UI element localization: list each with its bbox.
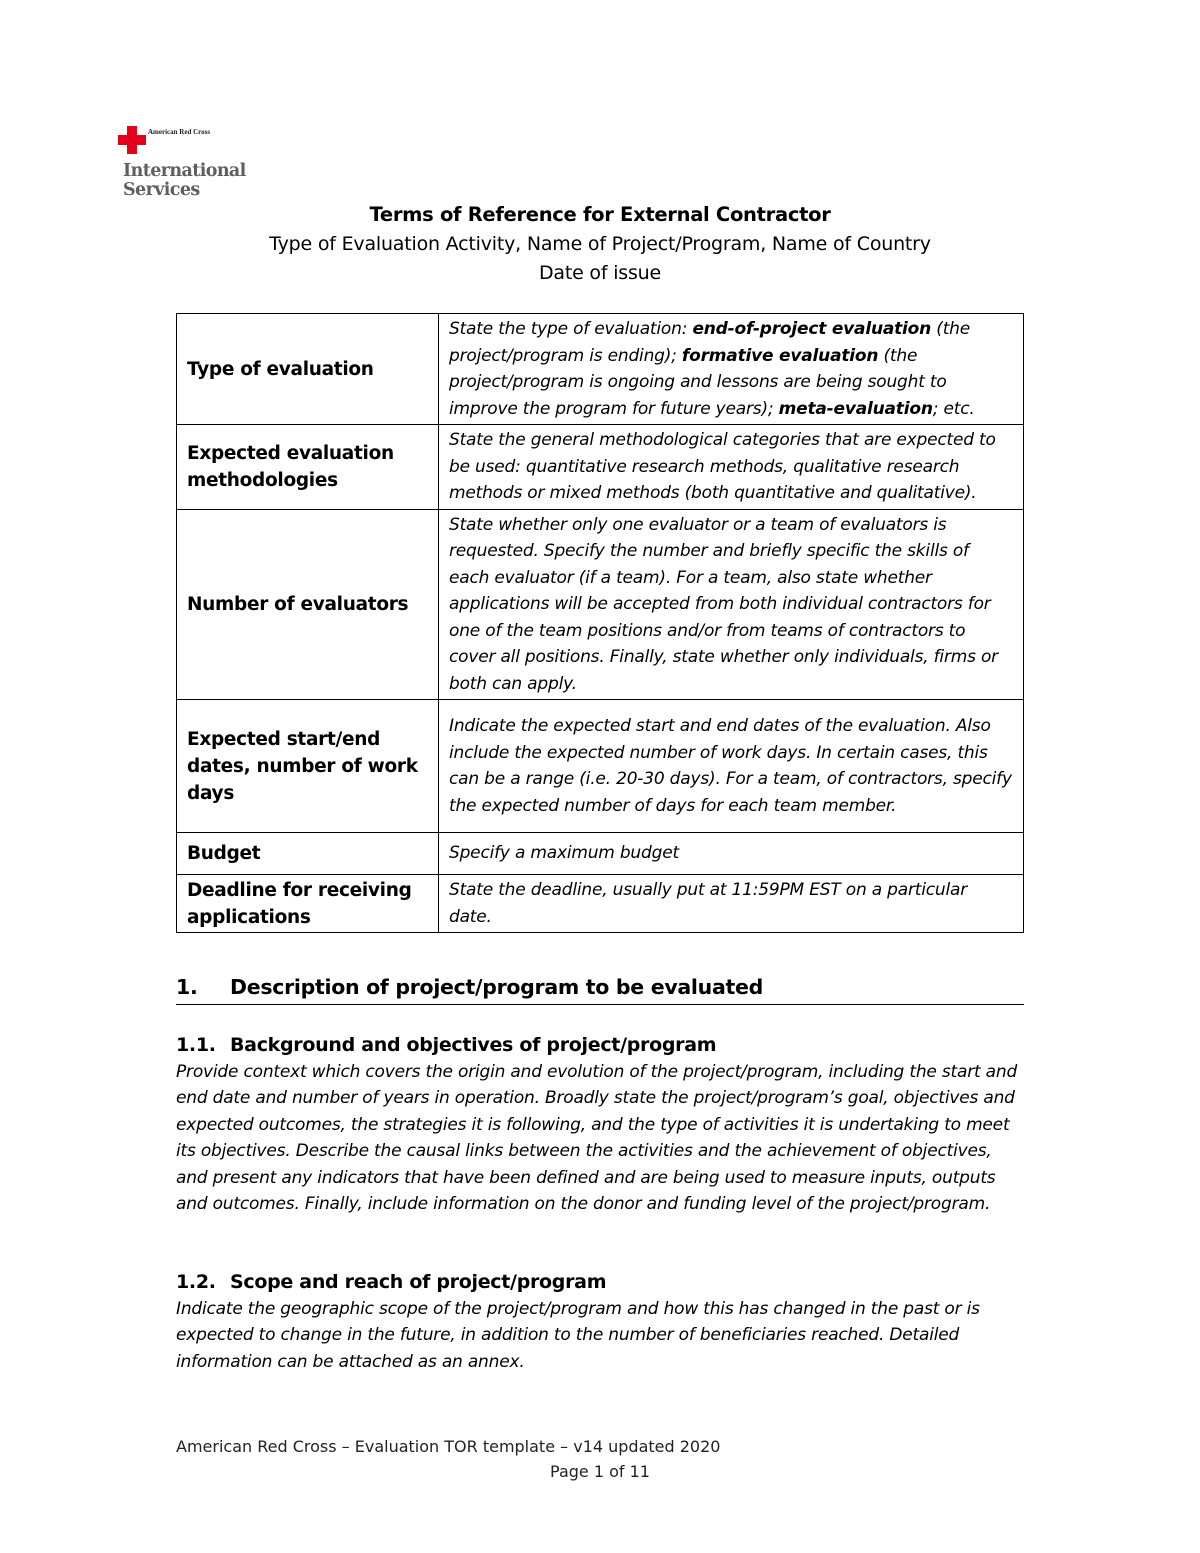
value-text: Indicate the expected start and end dates of the evaluation. Also include the expected number of work days. In certain cases, this can be a range (i.e. 20-30 days). For a team, of contractors, specify the expected number of days for each team member. — [449, 716, 1012, 816]
page-number: Page 1 of 11 — [550, 1462, 650, 1481]
section-number: 1. — [176, 975, 198, 999]
row-label: Expected evaluation methodologies — [177, 425, 439, 510]
row-label: Type of evaluation — [177, 314, 439, 425]
document-header — [0, 200, 1200, 288]
value-text: State the deadline, usually put at 11:59PM EST on a particular date. — [449, 880, 967, 927]
value-text: Specify a maximum budget — [449, 843, 679, 864]
tor-summary-table — [176, 313, 1024, 933]
value-text: State the general methodological categories that are expected to be used: quantitative research methods, qualitative research methods or mixed methods (both quantitative and qualitative). — [449, 430, 996, 503]
red-cross-logo — [118, 126, 248, 206]
subsection-title: Scope and reach of project/program — [230, 1271, 607, 1293]
bold-term: meta-evaluation — [778, 398, 933, 419]
row-label: Deadline for receiving applications — [177, 875, 439, 933]
table-row — [177, 833, 1024, 875]
row-value — [439, 700, 1024, 833]
page-footer — [176, 1434, 1024, 1484]
value-text: State whether only one evaluator or a team of evaluators is requested. Specify the number and briefly specific the skills of each evaluator (if a team). For a team, also state whether applications will be accepted from both individual contractors for one of the team positions and/or from teams of contractors to cover all positions. Finally, state whether only individuals, firms or both can apply. — [449, 514, 998, 694]
subsection-number: 1.1. — [176, 1034, 216, 1056]
table-row — [177, 700, 1024, 833]
logo-org-name: American Red Cross — [148, 128, 211, 136]
section-title: Description of project/program to be evaluated — [230, 975, 763, 999]
subsection-heading — [176, 1031, 716, 1059]
row-label: Number of evaluators — [177, 509, 439, 700]
table-row — [177, 314, 1024, 425]
table-row — [177, 509, 1024, 700]
row-label: Budget — [177, 833, 439, 875]
subsection-body: Indicate the geographic scope of the project/program and how this has changed in the past or is expected to change in the future, in addition to the number of beneficiaries reached. Detailed information can be attached as an annex. — [176, 1299, 980, 1372]
bold-term: end-of-project evaluation — [692, 319, 932, 339]
subsection-number: 1.2. — [176, 1271, 216, 1293]
date-of-issue: Date of issue — [538, 262, 661, 284]
subsection-body: Provide context which covers the origin and evolution of the project/program, including the start and end date and number of years in operation. Broadly state the project/program’s goal, objectives and expected outcomes, the strategies it is following, and the type of activities it is undertaking to meet its objectives. Describe the causal links between the activities and the achievement of objectives, and present any indicators that have been defined and are being used to measure inputs, outputs and outcomes. Finally, include information on the donor and funding level of the project/program. — [176, 1062, 1018, 1215]
table-row — [177, 425, 1024, 510]
row-value — [439, 509, 1024, 700]
value-text: (the project/program is ongoing and lessons are being sought to improve the program for future years); — [449, 345, 947, 419]
section-heading — [176, 972, 1024, 1005]
subsection-heading — [176, 1268, 606, 1296]
row-value — [439, 425, 1024, 510]
value-text: (the project/program is ending); — [449, 319, 970, 366]
document-title: Terms of Reference for External Contractor — [369, 203, 831, 226]
subsection-title: Background and objectives of project/program — [230, 1034, 717, 1056]
table-row — [177, 875, 1024, 933]
row-value — [439, 833, 1024, 875]
row-value — [439, 875, 1024, 933]
footer-template-info: American Red Cross – Evaluation TOR template – v14 updated 2020 — [176, 1437, 721, 1456]
value-text: ; etc. — [932, 398, 975, 419]
red-cross-icon — [118, 126, 146, 154]
row-label: Expected start/end dates, number of work days — [177, 700, 439, 833]
row-value — [439, 314, 1024, 425]
value-text: State the type of evaluation: — [449, 319, 693, 339]
document-subtitle: Type of Evaluation Activity, Name of Project/Program, Name of Country — [269, 233, 931, 255]
bold-term: formative evaluation — [681, 345, 879, 366]
logo-division: International Services — [123, 161, 246, 200]
